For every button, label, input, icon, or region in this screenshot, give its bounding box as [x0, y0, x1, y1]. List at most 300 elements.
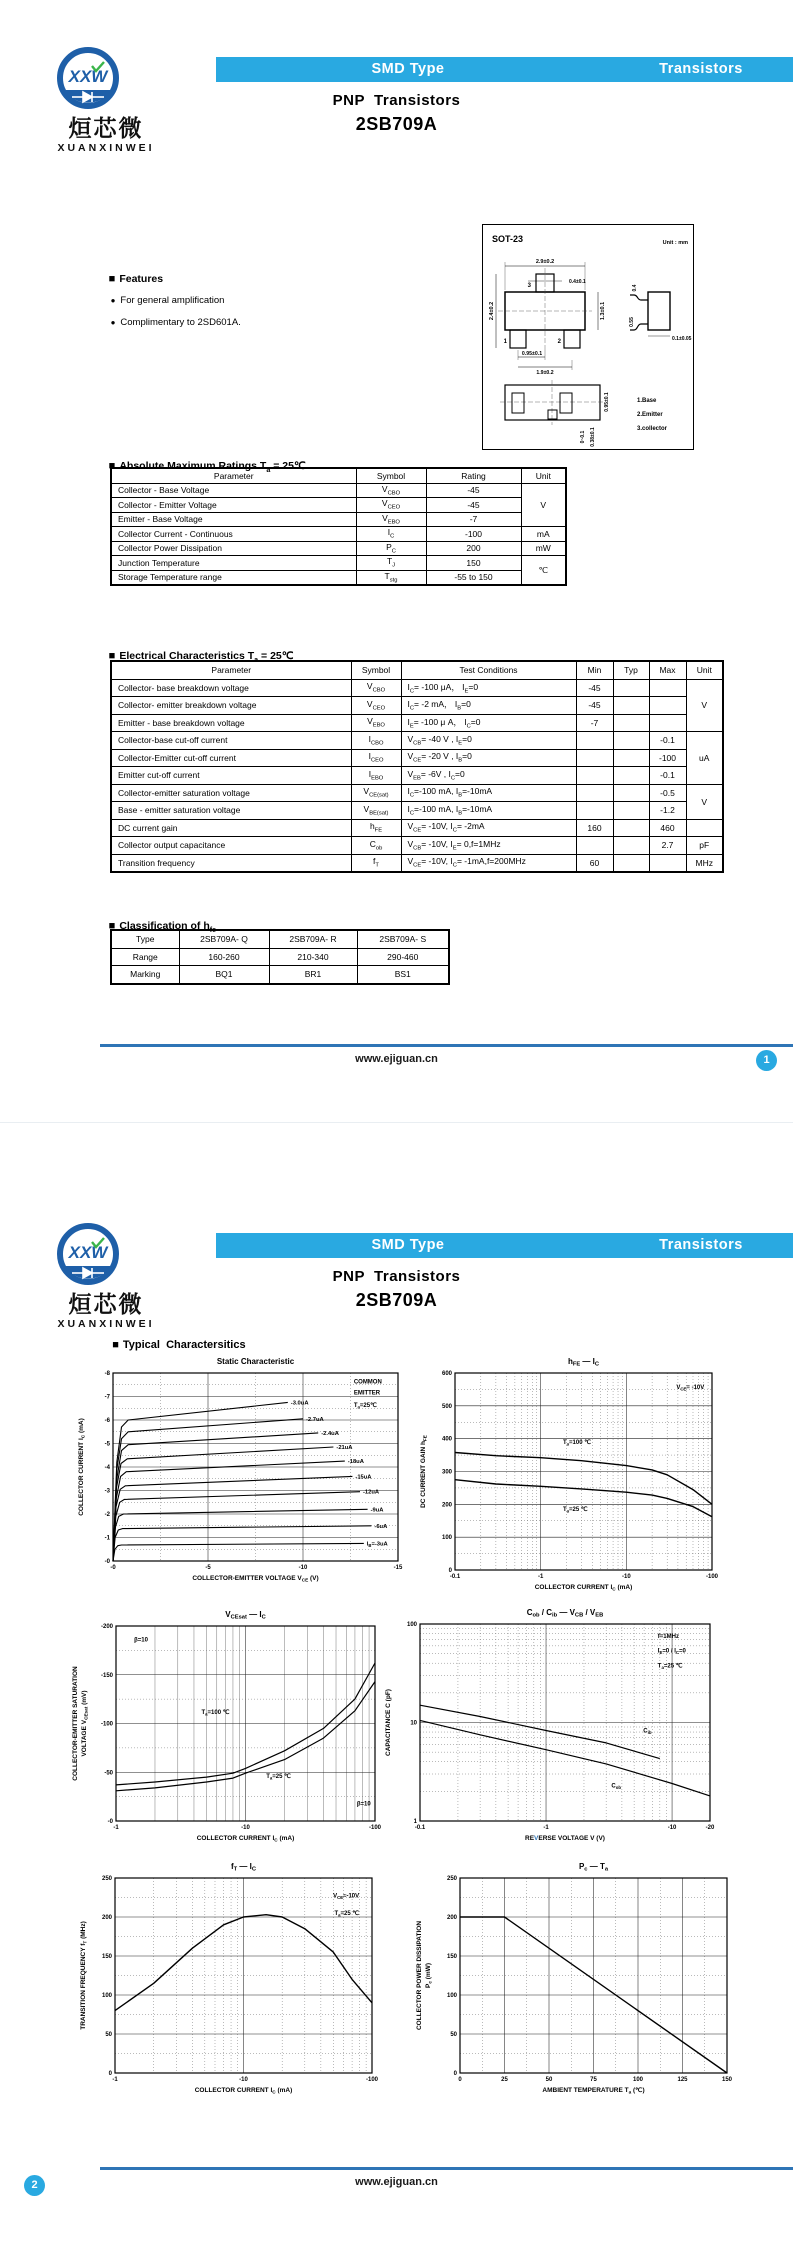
- y-tick-label: 200: [101, 1915, 112, 1921]
- dim-bottom-lead: 0.38±0.1: [590, 427, 596, 447]
- series-line: [113, 1476, 352, 1561]
- x-tick-label: -10: [241, 1825, 250, 1831]
- table-cell: [613, 854, 649, 872]
- y-tick-label: 50: [450, 2032, 457, 2038]
- table-cell: Marking: [111, 966, 179, 984]
- dim-pitch: 0.95±0.1: [521, 351, 543, 357]
- pkg-side-lead-top: [630, 295, 648, 300]
- table-cell: [649, 697, 686, 715]
- x-tick-label: -1: [537, 1574, 544, 1580]
- table-row: [111, 767, 723, 785]
- dim-side-left: 0.55: [629, 317, 635, 327]
- table-header-row: [111, 468, 566, 483]
- table-cell: $V_{CE(sat)}$: [351, 784, 401, 802]
- table-cell: Collector-emitter saturation voltage: [111, 784, 351, 802]
- table-cell: $V_{CBO}$: [351, 679, 401, 697]
- table-cell: [613, 819, 649, 837]
- table-row: [111, 512, 566, 527]
- table-cell: Collector - Emitter Voltage: [111, 498, 356, 513]
- table-cell: 460: [649, 819, 686, 837]
- table-cell: [649, 714, 686, 732]
- table-cell: -45: [576, 679, 613, 697]
- table-cell: 160-260: [179, 948, 269, 966]
- table-row: [111, 802, 723, 820]
- table-header-cell: Typ: [613, 661, 649, 679]
- table-cell: -45: [426, 498, 521, 513]
- feature-item-2: ● Complimentary to 2SD601A.: [110, 317, 241, 328]
- annotation: $T_a=100$ ℃: [562, 1439, 591, 1447]
- package-unit: Unit : mm: [662, 240, 688, 246]
- table-cell: $I_{CEO}$: [351, 749, 401, 767]
- table-cell: [576, 732, 613, 750]
- table-cell: [576, 784, 613, 802]
- chart-vcesat-vs-ic: [72, 1610, 382, 1843]
- brand-en-name: XUANXINWEI: [57, 142, 155, 154]
- x-axis-title: COLLECTOR CURRENT $I_C$ (mA): [196, 1835, 295, 1843]
- table-row: [111, 541, 566, 556]
- series-label: -15uA: [355, 1474, 372, 1481]
- series-label: -18uA: [347, 1459, 364, 1466]
- table-cell: Collector-Emitter cut-off current: [111, 749, 351, 767]
- table-cell: Transition frequency: [111, 854, 351, 872]
- table-cell: $T_{stg}$: [356, 570, 426, 585]
- table-header-cell: Unit: [521, 468, 566, 483]
- table-row: [111, 966, 449, 984]
- table-row: [111, 784, 723, 802]
- x-axis-title: COLLECTOR CURRENT $I_C$ (mA): [194, 2087, 293, 2095]
- classification-table: [110, 929, 450, 985]
- table-cell: 2SB709A- R: [269, 930, 357, 948]
- table-cell: Collector output capacitance: [111, 837, 351, 855]
- table-cell: $V_{CE}= -10V$, $I_C= -2mA$: [401, 819, 576, 837]
- x-tick-label: -1: [543, 1825, 549, 1831]
- table-cell: -7: [426, 512, 521, 527]
- dim-span: 1.9±0.2: [536, 370, 554, 376]
- table-cell: 200: [426, 541, 521, 556]
- y-tick-label: 300: [441, 1469, 452, 1476]
- chart-title: $P_c$ — $T_a$: [578, 1862, 609, 1873]
- table-cell: 160: [576, 819, 613, 837]
- x-tick-label: 100: [632, 2077, 644, 2083]
- table-cell: [613, 679, 649, 697]
- series-line: [455, 1453, 712, 1505]
- x-axis-title: AMBIENT TEMPERATURE $T_a$ (℃): [542, 2087, 645, 2095]
- y-tick-label: 100: [101, 1993, 112, 1999]
- annotation: $T_a=25$ ℃: [266, 1774, 291, 1781]
- y-tick-label: 200: [446, 1915, 457, 1921]
- dim-body-width2: 1.3±0.1: [600, 301, 606, 321]
- table-cell: -0.5: [649, 784, 686, 802]
- table-cell: $I_C=-100$ mA, $I_B=-10mA$: [401, 802, 576, 820]
- y-tick-label: 150: [446, 1954, 457, 1960]
- series-line: [113, 1461, 345, 1561]
- y-tick-label: -0: [104, 1559, 110, 1565]
- table-cell: $P_C$: [356, 541, 426, 556]
- y-tick-label: 50: [105, 2032, 112, 2038]
- table-cell: -0.1: [649, 732, 686, 750]
- table-cell: MHz: [686, 854, 723, 872]
- table-cell: 2SB709A- Q: [179, 930, 269, 948]
- y-axis-title: TRANSITION FREQUENCY $f_T$ (MHz): [80, 1921, 88, 2030]
- y-tick-label: -100: [100, 1721, 113, 1728]
- table-header-cell: Symbol: [351, 661, 401, 679]
- y-axis-title: VOLTAGE $V_{CEsat}$ (mV): [81, 1690, 89, 1757]
- x-tick-label: 25: [501, 2077, 508, 2083]
- x-tick-label: -0: [110, 1565, 116, 1571]
- table-cell: Collector Current - Continuous: [111, 527, 356, 542]
- table-header-cell: Min: [576, 661, 613, 679]
- pin1-number: 1: [503, 339, 507, 345]
- table-cell: $V_{CEO}$: [351, 697, 401, 715]
- annotation: $I_E=0 / I_C=0$: [657, 1648, 686, 1656]
- classification-title: ■ Classification of $h_{fe}$: [108, 920, 217, 935]
- table-row: [111, 498, 566, 513]
- y-tick-label: 0: [453, 2071, 457, 2077]
- table-cell: -7: [576, 714, 613, 732]
- table-cell: [613, 802, 649, 820]
- table-cell: [649, 679, 686, 697]
- annotation: $T_a=25$ ℃: [334, 1911, 360, 1918]
- table-header-row: [111, 661, 723, 679]
- features-title: ■ Features: [108, 273, 164, 285]
- table-cell: BS1: [357, 966, 449, 984]
- table-cell: [613, 697, 649, 715]
- table-cell: V: [686, 784, 723, 819]
- brand-en-name: XUANXINWEI: [57, 1318, 155, 1330]
- table-cell: $I_E= -100$ μ A， $I_C=0$: [401, 714, 576, 732]
- chart-pc-vs-ta: [416, 1862, 733, 2095]
- header-bar-transistors: Transistors: [659, 61, 743, 77]
- table-cell: [576, 749, 613, 767]
- table-cell: [613, 732, 649, 750]
- annotation: $T_a=100$ ℃: [201, 1709, 230, 1717]
- table-cell: Collector-base cut-off current: [111, 732, 351, 750]
- table-cell: -100: [649, 749, 686, 767]
- annotation: COMMON: [353, 1379, 382, 1386]
- series-line: [113, 1509, 368, 1561]
- table-row: [111, 679, 723, 697]
- y-tick-label: -200: [100, 1624, 113, 1630]
- y-tick-label: 200: [441, 1502, 452, 1509]
- x-axis-title: COLLECTOR CURRENT $I_C$ (mA): [534, 1584, 633, 1592]
- page-number-badge: 1: [756, 1050, 777, 1071]
- table-row: [111, 749, 723, 767]
- page-number-badge: 2: [24, 2175, 45, 2196]
- x-tick-label: -5: [205, 1565, 211, 1571]
- x-tick-label: -1: [113, 1825, 119, 1831]
- pin-legend-emitter: 2.Emitter: [637, 412, 663, 418]
- table-cell: $V_{CEO}$: [356, 498, 426, 513]
- x-tick-label: 50: [545, 2077, 553, 2083]
- chart-capacitance-vs-voltage: [385, 1608, 715, 1842]
- chart-title: $V_{CEsat}$ — $I_C$: [225, 1610, 266, 1621]
- pin-legend-collector: 3.collector: [637, 426, 668, 432]
- table-header-cell: Unit: [686, 661, 723, 679]
- x-tick-label: -100: [705, 1574, 719, 1580]
- logo-text: XXW: [68, 1243, 108, 1262]
- table-row: [111, 556, 566, 571]
- data-table: [110, 467, 567, 586]
- series-label: -2.7uA: [306, 1416, 324, 1423]
- y-tick-label: -5: [104, 1441, 110, 1448]
- table-cell: uA: [686, 732, 723, 785]
- pin2-number: 2: [557, 339, 561, 345]
- y-tick-label: 250: [446, 1876, 457, 1882]
- annotation: $V_{CE}\approx-10V$: [333, 1893, 360, 1901]
- x-tick-label: -10: [667, 1825, 677, 1831]
- table-header-cell: Symbol: [356, 468, 426, 483]
- table-cell: 150: [426, 556, 521, 571]
- table-cell: DC current gain: [111, 819, 351, 837]
- dot-bullet-icon: ●: [110, 318, 116, 327]
- y-tick-label: -50: [104, 1770, 113, 1777]
- table-cell: $C_{ob}$: [351, 837, 401, 855]
- x-tick-label: -20: [705, 1825, 715, 1831]
- footer-site: www.ejiguan.cn: [355, 1053, 438, 1065]
- x-tick-label: -10: [239, 2077, 248, 2083]
- table-cell: BQ1: [179, 966, 269, 984]
- footer-site: www.ejiguan.cn: [355, 2176, 438, 2188]
- y-tick-label: -2: [104, 1512, 110, 1518]
- table-header-cell: Test Conditions: [401, 661, 576, 679]
- chart-ft-vs-ic: [80, 1862, 379, 2095]
- pkg-bottom-body: [505, 385, 600, 420]
- y-axis-title: CAPACITANCE C (pF): [385, 1689, 392, 1756]
- pkg-bottom-pad2: [560, 393, 572, 413]
- pkg-pin2: [564, 330, 580, 348]
- table-cell: $I_C= -100$ μA， $I_E=0$: [401, 679, 576, 697]
- table-cell: $V_{EBO}$: [356, 512, 426, 527]
- y-tick-label: -8: [104, 1371, 110, 1377]
- y-tick-label: -0: [107, 1819, 113, 1825]
- y-tick-label: 100: [406, 1622, 417, 1628]
- table-row: [111, 948, 449, 966]
- table-cell: 2.7: [649, 837, 686, 855]
- chart-hfe-vs-ic: [420, 1357, 719, 1592]
- chart-title: $h_{FE}$ — $I_C$: [567, 1357, 600, 1368]
- annotation: $C_{ib}$: [643, 1728, 652, 1735]
- part-number: 2SB709A: [355, 114, 438, 134]
- table-cell: BR1: [269, 966, 357, 984]
- x-tick-label: -15: [393, 1565, 403, 1571]
- table-cell: mW: [521, 541, 566, 556]
- annotation: f=1MHz: [657, 1633, 679, 1640]
- table-cell: Emitter - base breakdown voltage: [111, 714, 351, 732]
- x-tick-label: 150: [721, 2077, 733, 2083]
- table-cell: -45: [576, 697, 613, 715]
- annotation: $C_{ob}$: [611, 1783, 622, 1791]
- x-tick-label: -10: [621, 1574, 631, 1580]
- y-tick-label: 600: [441, 1371, 452, 1377]
- table-cell: [613, 714, 649, 732]
- y-tick-label: -1: [104, 1535, 110, 1542]
- series-label: -6uA: [374, 1523, 388, 1530]
- series-line: [113, 1543, 364, 1561]
- y-tick-label: 400: [441, 1436, 452, 1443]
- table-cell: 60: [576, 854, 613, 872]
- brand-cn-name: 烜芯微: [68, 116, 144, 142]
- x-axis-title: COLLECTOR-EMITTER VOLTAGE $V_{CE}$ (V): [192, 1575, 319, 1583]
- typical-characteristics-charts: [0, 1123, 793, 2245]
- y-tick-label: 1: [413, 1819, 417, 1825]
- part-number: 2SB709A: [355, 1290, 438, 1310]
- table-cell: $I_C= -2$ mA， $I_B=0$: [401, 697, 576, 715]
- chart-title: $C_{ob} / C_{ib}$ — $V_{CB} / V_{EB}$: [526, 1608, 604, 1619]
- series-label: $I_B=-3uA$: [366, 1541, 388, 1548]
- table-cell: V: [521, 483, 566, 527]
- chart-title: $f_T$ — $I_C$: [230, 1862, 257, 1873]
- table-cell: [576, 767, 613, 785]
- y-axis-title: DC CURRENT GAIN $h_{FE}$: [420, 1435, 428, 1508]
- y-tick-label: 150: [101, 1954, 112, 1960]
- brand-cn-name: 烜芯微: [68, 1292, 144, 1318]
- x-axis-title: REVERSE VOLTAGE V (V): [525, 1835, 605, 1842]
- table-cell: [613, 749, 649, 767]
- feature-item-1: ● For general amplification: [110, 295, 225, 306]
- table-cell: $V_{CB}= -40$ V , $I_E=0$: [401, 732, 576, 750]
- series-line: [420, 1705, 660, 1758]
- table-cell: $V_{CE}= -20$ V , $I_B=0$: [401, 749, 576, 767]
- table-row: [111, 854, 723, 872]
- table-cell: -1.2: [649, 802, 686, 820]
- table-cell: mA: [521, 527, 566, 542]
- table-row: [111, 714, 723, 732]
- annotation: $T_a=25$ ℃: [657, 1663, 683, 1670]
- table-cell: [576, 837, 613, 855]
- table-cell: Collector Power Dissipation: [111, 541, 356, 556]
- package-name: SOT-23: [492, 234, 524, 244]
- chart-title: Static Characteristic: [216, 1357, 295, 1366]
- annotation: EMITTER: [353, 1390, 381, 1397]
- table-cell: [613, 767, 649, 785]
- table-cell: $I_C=-100$ mA, $I_B=-10mA$: [401, 784, 576, 802]
- pkg-bottom-pad3: [548, 410, 557, 419]
- table-cell: $h_{FE}$: [351, 819, 401, 837]
- x-tick-label: -100: [365, 2077, 379, 2083]
- table-cell: Collector- base breakdown voltage: [111, 679, 351, 697]
- table-cell: $f_T$: [351, 854, 401, 872]
- square-bullet-icon: ■: [108, 460, 116, 472]
- table-cell: $V_{CE}= -10V$, $I_C= -1mA,f=200MHz$: [401, 854, 576, 872]
- dim-bottom-standoff: 0~0.1: [580, 430, 586, 444]
- table-cell: [613, 837, 649, 855]
- pin3-number: 3: [527, 283, 531, 289]
- series-label: -2.4uA: [321, 1430, 339, 1437]
- dim-body-height: 2.4±0.2: [489, 301, 495, 321]
- pkg-pin1: [510, 330, 526, 348]
- y-tick-label: -7: [104, 1394, 110, 1401]
- table-cell: 290-460: [357, 948, 449, 966]
- pin-legend-base: 1.Base: [637, 398, 657, 404]
- table-row: [111, 483, 566, 498]
- x-tick-label: 75: [590, 2077, 597, 2083]
- x-tick-label: 125: [677, 2077, 688, 2083]
- table-header-cell: Rating: [426, 468, 521, 483]
- dim-side-top: 0.4: [632, 284, 638, 292]
- page-1: [0, 0, 793, 1122]
- table-cell: $T_J$: [356, 556, 426, 571]
- dot-bullet-icon: ●: [110, 296, 116, 305]
- square-bullet-icon: ■: [108, 273, 116, 285]
- doc-title: PNP Transistors: [332, 1268, 461, 1285]
- y-tick-label: -3: [104, 1488, 110, 1495]
- series-label: -9uA: [370, 1507, 384, 1514]
- y-tick-label: 100: [441, 1535, 452, 1542]
- y-tick-label: -4: [104, 1465, 110, 1471]
- dim-top-width: 2.9±0.2: [535, 259, 555, 265]
- x-tick-label: -10: [298, 1565, 308, 1571]
- series-label: -12uA: [363, 1489, 380, 1496]
- table-cell: pF: [686, 837, 723, 855]
- annotation: $T_a=25℃$: [353, 1402, 377, 1410]
- header-bar-transistors: Transistors: [659, 1237, 743, 1253]
- table-header-cell: Parameter: [111, 468, 356, 483]
- table-row: [111, 837, 723, 855]
- series-line: [420, 1720, 710, 1796]
- table-row: [111, 570, 566, 585]
- typical-characteristics-title: ■ Typical Charactersitics: [112, 1339, 246, 1351]
- pkg-side-body: [648, 292, 670, 330]
- page-2: [0, 1122, 793, 2245]
- dim-lead-width: 0.4±0.1: [569, 279, 586, 285]
- table-cell: Collector - Base Voltage: [111, 483, 356, 498]
- table-row: [111, 819, 723, 837]
- y-axis-title: COLLECTOR-EMITTER SATURATION: [72, 1666, 79, 1781]
- table-cell: Emitter cut-off current: [111, 767, 351, 785]
- table-row: [111, 527, 566, 542]
- data-table: [110, 660, 724, 873]
- x-tick-label: -0.1: [414, 1825, 426, 1831]
- table-cell: $I_{CBO}$: [351, 732, 401, 750]
- table-cell: Storage Temperature range: [111, 570, 356, 585]
- series-label: -21uA: [336, 1445, 353, 1452]
- square-bullet-icon: ■: [108, 920, 116, 932]
- table-header-cell: Max: [649, 661, 686, 679]
- series-label: -3.0uA: [290, 1400, 309, 1407]
- dim-side-bottom: 0.1±0.05: [672, 336, 692, 342]
- x-tick-label: 0: [458, 2077, 462, 2083]
- table-cell: $V_{EBO}$: [351, 714, 401, 732]
- x-tick-label: -0.1: [449, 1574, 461, 1580]
- table-cell: $I_C$: [356, 527, 426, 542]
- footer-rule: [100, 1044, 793, 1047]
- annotation: $T_a=25$ ℃: [562, 1506, 588, 1514]
- annotation: $V_{CE}= -10V$: [676, 1384, 705, 1392]
- table-cell: Junction Temperature: [111, 556, 356, 571]
- table-cell: -55 to 150: [426, 570, 521, 585]
- table-cell: -45: [426, 483, 521, 498]
- table-cell: Collector- emitter breakdown voltage: [111, 697, 351, 715]
- footer-rule: [100, 2167, 793, 2170]
- table-row: [111, 697, 723, 715]
- table-cell: Base - emitter saturation voltage: [111, 802, 351, 820]
- table-cell: 2SB709A- S: [357, 930, 449, 948]
- annotation: β=10: [356, 1801, 371, 1808]
- header-bar-smd-type: SMD Type: [371, 61, 445, 77]
- y-axis-title: $P_c$ (mW): [425, 1963, 433, 1988]
- logo-text: XXW: [68, 67, 108, 86]
- table-header-cell: Parameter: [111, 661, 351, 679]
- square-bullet-icon: ■: [112, 1339, 119, 1351]
- elec-title: ■ Electrical Characteristics $T_a$ = 25℃: [108, 650, 294, 665]
- table-row: [111, 930, 449, 948]
- y-tick-label: 500: [441, 1403, 452, 1410]
- table-cell: $V_{BE(sat)}$: [351, 802, 401, 820]
- table-cell: [576, 802, 613, 820]
- table-cell: Range: [111, 948, 179, 966]
- x-tick-label: -100: [368, 1825, 382, 1831]
- y-axis-title: COLLECTOR POWER DISSIPATION: [416, 1920, 423, 2031]
